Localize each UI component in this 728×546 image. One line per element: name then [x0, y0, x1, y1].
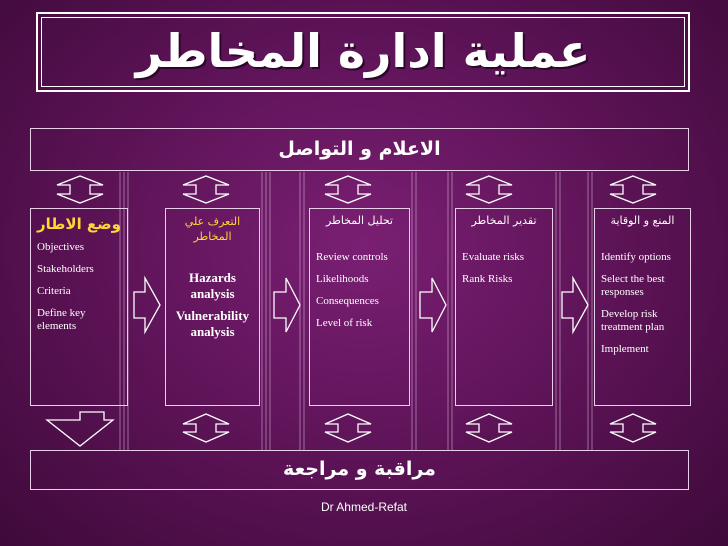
card-heading: وضع الاطار	[37, 215, 121, 233]
double-arrow-b4	[466, 414, 512, 442]
list-item: Evaluate risks	[462, 251, 525, 263]
list-item: Objectives	[37, 241, 85, 253]
list-item: Criteria	[37, 285, 71, 297]
card-heading: تقدير المخاطر	[471, 214, 537, 227]
list-item: Stakeholders	[37, 263, 94, 275]
flow-arrow-1	[134, 278, 160, 332]
list-item: Review controls	[316, 251, 388, 263]
list-item: Rank Risks	[462, 273, 513, 285]
double-arrow-2	[183, 176, 229, 203]
list-item: Hazards analysis	[189, 270, 236, 301]
bottom-banner: مراقبة و مراجعة	[30, 450, 689, 490]
list-item: Define key elements	[37, 307, 86, 332]
list-item: Likelihoods	[316, 273, 369, 285]
card-framework	[30, 208, 128, 406]
double-arrow-3	[325, 176, 371, 203]
double-arrow-b2	[183, 414, 229, 442]
card-prevention	[594, 208, 691, 406]
page-title: عملية ادارة المخاطر	[135, 24, 591, 78]
flow-arrow-4	[562, 278, 588, 332]
card-heading: التعرف علي المخاطر	[184, 215, 241, 243]
flow-arrow-2	[274, 278, 300, 332]
double-arrow-4	[466, 176, 512, 203]
double-arrow-b3	[325, 414, 371, 442]
card-identification	[165, 208, 260, 406]
list-item: Level of risk	[316, 317, 373, 329]
list-item: Identify options	[601, 251, 671, 263]
list-item: Vulnerability analysis	[175, 308, 250, 339]
list-item: Implement	[601, 343, 649, 355]
card-evaluation	[455, 208, 553, 406]
up-arrow-1	[47, 412, 113, 446]
double-arrow-b5	[610, 414, 656, 442]
double-arrow-1	[57, 176, 103, 203]
double-arrow-5	[610, 176, 656, 203]
top-double-arrows	[57, 176, 656, 203]
title-box	[36, 12, 690, 92]
card-heading: تحليل المخاطر	[326, 214, 393, 227]
author-footer: Dr Ahmed-Refat	[320, 500, 408, 514]
card-heading: المنع و الوقاية	[610, 214, 675, 227]
bottom-double-arrows	[47, 412, 656, 446]
top-banner: الاعلام و التواصل	[30, 128, 689, 171]
card-analysis	[309, 208, 410, 406]
list-item: Consequences	[316, 295, 379, 307]
flow-arrow-3	[420, 278, 446, 332]
list-item: Select the best responses	[601, 273, 665, 298]
list-item: Develop risk treatment plan	[601, 308, 665, 333]
